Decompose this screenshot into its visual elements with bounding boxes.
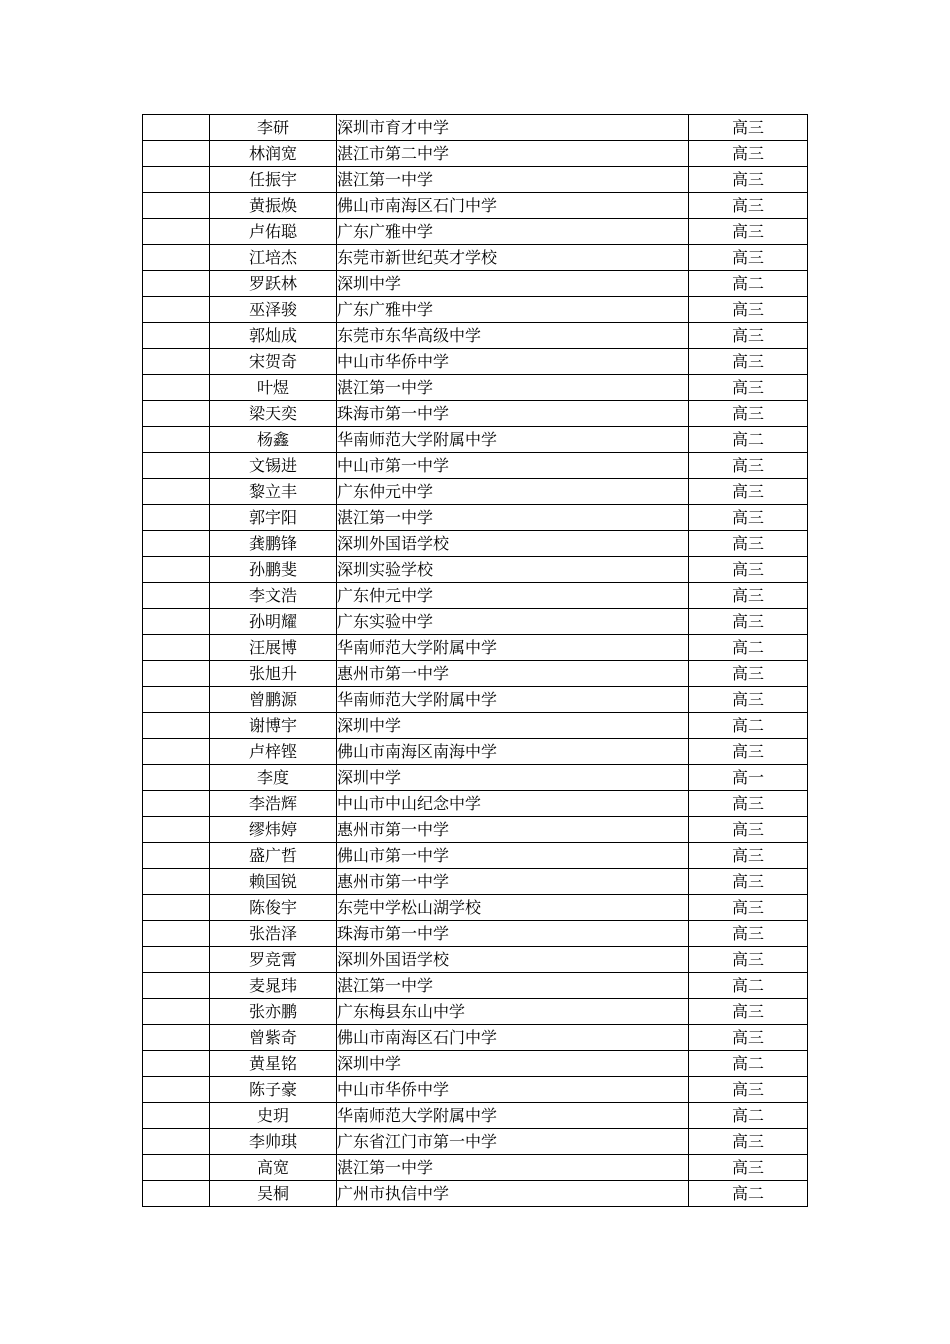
student-name-cell: 郭宇阳 xyxy=(210,505,337,531)
school-name-cell: 惠州市第一中学 xyxy=(337,661,689,687)
school-name-cell: 深圳实验学校 xyxy=(337,557,689,583)
school-name-cell: 广东广雅中学 xyxy=(337,219,689,245)
table-row xyxy=(143,193,808,219)
grade-cell: 高三 xyxy=(689,1077,808,1103)
student-name-cell: 汪展博 xyxy=(210,635,337,661)
table-row xyxy=(143,583,808,609)
school-name-cell: 华南师范大学附属中学 xyxy=(337,687,689,713)
student-name-cell: 张旭升 xyxy=(210,661,337,687)
row-index-cell xyxy=(143,479,210,505)
grade-cell: 高三 xyxy=(689,219,808,245)
school-name-cell: 华南师范大学附属中学 xyxy=(337,427,689,453)
row-index-cell xyxy=(143,219,210,245)
grade-cell: 高三 xyxy=(689,583,808,609)
grade-cell: 高三 xyxy=(689,505,808,531)
grade-cell: 高三 xyxy=(689,1155,808,1181)
row-index-cell xyxy=(143,427,210,453)
student-name-cell: 吴桐 xyxy=(210,1181,337,1207)
school-name-cell: 广东仲元中学 xyxy=(337,479,689,505)
grade-cell: 高三 xyxy=(689,739,808,765)
table-row xyxy=(143,765,808,791)
student-name-cell: 卢梓铿 xyxy=(210,739,337,765)
grade-cell: 高三 xyxy=(689,869,808,895)
student-name-cell: 宋贺奇 xyxy=(210,349,337,375)
row-index-cell xyxy=(143,193,210,219)
table-row xyxy=(143,1129,808,1155)
student-name-cell: 曾紫奇 xyxy=(210,1025,337,1051)
row-index-cell xyxy=(143,271,210,297)
school-name-cell: 中山市华侨中学 xyxy=(337,1077,689,1103)
grade-cell: 高三 xyxy=(689,895,808,921)
grade-cell: 高二 xyxy=(689,1103,808,1129)
school-name-cell: 广东仲元中学 xyxy=(337,583,689,609)
grade-cell: 高三 xyxy=(689,921,808,947)
student-name-cell: 林润宽 xyxy=(210,141,337,167)
grade-cell: 高三 xyxy=(689,791,808,817)
school-name-cell: 湛江第一中学 xyxy=(337,973,689,999)
grade-cell: 高二 xyxy=(689,427,808,453)
row-index-cell xyxy=(143,687,210,713)
school-name-cell: 湛江第一中学 xyxy=(337,505,689,531)
grade-cell: 高三 xyxy=(689,999,808,1025)
table-row xyxy=(143,609,808,635)
row-index-cell xyxy=(143,739,210,765)
school-name-cell: 湛江第一中学 xyxy=(337,375,689,401)
table-row xyxy=(143,1077,808,1103)
row-index-cell xyxy=(143,713,210,739)
grade-cell: 高三 xyxy=(689,401,808,427)
school-name-cell: 珠海市第一中学 xyxy=(337,401,689,427)
grade-cell: 高三 xyxy=(689,115,808,141)
student-name-cell: 李度 xyxy=(210,765,337,791)
school-name-cell: 深圳中学 xyxy=(337,1051,689,1077)
student-name-cell: 黄星铭 xyxy=(210,1051,337,1077)
school-name-cell: 湛江第一中学 xyxy=(337,167,689,193)
school-name-cell: 珠海市第一中学 xyxy=(337,921,689,947)
student-name-cell: 麦晁玮 xyxy=(210,973,337,999)
school-name-cell: 广东广雅中学 xyxy=(337,297,689,323)
table-row xyxy=(143,375,808,401)
grade-cell: 高三 xyxy=(689,1025,808,1051)
table-row xyxy=(143,1025,808,1051)
row-index-cell xyxy=(143,999,210,1025)
student-name-cell: 巫泽骏 xyxy=(210,297,337,323)
row-index-cell xyxy=(143,1051,210,1077)
row-index-cell xyxy=(143,661,210,687)
grade-cell: 高三 xyxy=(689,609,808,635)
school-name-cell: 广东梅县东山中学 xyxy=(337,999,689,1025)
award-roster-table xyxy=(142,114,808,1207)
row-index-cell xyxy=(143,1181,210,1207)
student-name-cell: 罗跃林 xyxy=(210,271,337,297)
table-row xyxy=(143,817,808,843)
student-name-cell: 张浩泽 xyxy=(210,921,337,947)
grade-cell: 高二 xyxy=(689,973,808,999)
row-index-cell xyxy=(143,323,210,349)
roster-body xyxy=(143,115,808,1207)
row-index-cell xyxy=(143,921,210,947)
school-name-cell: 佛山市南海区石门中学 xyxy=(337,193,689,219)
table-row xyxy=(143,427,808,453)
school-name-cell: 湛江市第二中学 xyxy=(337,141,689,167)
row-index-cell xyxy=(143,895,210,921)
row-index-cell xyxy=(143,973,210,999)
school-name-cell: 广东省江门市第一中学 xyxy=(337,1129,689,1155)
table-row xyxy=(143,505,808,531)
school-name-cell: 深圳中学 xyxy=(337,765,689,791)
grade-cell: 高三 xyxy=(689,1129,808,1155)
grade-cell: 高二 xyxy=(689,635,808,661)
grade-cell: 高三 xyxy=(689,141,808,167)
student-name-cell: 史玥 xyxy=(210,1103,337,1129)
school-name-cell: 深圳外国语学校 xyxy=(337,947,689,973)
school-name-cell: 佛山市南海区石门中学 xyxy=(337,1025,689,1051)
student-name-cell: 郭灿成 xyxy=(210,323,337,349)
row-index-cell xyxy=(143,245,210,271)
student-name-cell: 李研 xyxy=(210,115,337,141)
grade-cell: 高三 xyxy=(689,817,808,843)
grade-cell: 高三 xyxy=(689,323,808,349)
student-name-cell: 黄振焕 xyxy=(210,193,337,219)
table-row xyxy=(143,687,808,713)
table-row xyxy=(143,791,808,817)
school-name-cell: 东莞中学松山湖学校 xyxy=(337,895,689,921)
row-index-cell xyxy=(143,843,210,869)
row-index-cell xyxy=(143,869,210,895)
student-name-cell: 张亦鹏 xyxy=(210,999,337,1025)
row-index-cell xyxy=(143,817,210,843)
student-name-cell: 文锡进 xyxy=(210,453,337,479)
grade-cell: 高三 xyxy=(689,531,808,557)
student-name-cell: 罗竞霄 xyxy=(210,947,337,973)
table-row xyxy=(143,323,808,349)
row-index-cell xyxy=(143,1077,210,1103)
student-name-cell: 谢博宇 xyxy=(210,713,337,739)
table-row xyxy=(143,1103,808,1129)
table-row xyxy=(143,713,808,739)
grade-cell: 高一 xyxy=(689,765,808,791)
row-index-cell xyxy=(143,401,210,427)
student-name-cell: 盛广哲 xyxy=(210,843,337,869)
row-index-cell xyxy=(143,609,210,635)
row-index-cell xyxy=(143,791,210,817)
school-name-cell: 华南师范大学附属中学 xyxy=(337,1103,689,1129)
row-index-cell xyxy=(143,947,210,973)
grade-cell: 高二 xyxy=(689,271,808,297)
grade-cell: 高三 xyxy=(689,661,808,687)
school-name-cell: 佛山市南海区南海中学 xyxy=(337,739,689,765)
school-name-cell: 深圳外国语学校 xyxy=(337,531,689,557)
table-row xyxy=(143,661,808,687)
student-name-cell: 曾鹏源 xyxy=(210,687,337,713)
table-row xyxy=(143,999,808,1025)
student-name-cell: 黎立丰 xyxy=(210,479,337,505)
student-name-cell: 任振宇 xyxy=(210,167,337,193)
row-index-cell xyxy=(143,765,210,791)
school-name-cell: 湛江第一中学 xyxy=(337,1155,689,1181)
row-index-cell xyxy=(143,531,210,557)
table-row xyxy=(143,453,808,479)
grade-cell: 高二 xyxy=(689,1181,808,1207)
grade-cell: 高三 xyxy=(689,453,808,479)
table-row xyxy=(143,1051,808,1077)
row-index-cell xyxy=(143,349,210,375)
table-row xyxy=(143,479,808,505)
row-index-cell xyxy=(143,115,210,141)
table-row xyxy=(143,531,808,557)
row-index-cell xyxy=(143,297,210,323)
row-index-cell xyxy=(143,375,210,401)
school-name-cell: 惠州市第一中学 xyxy=(337,817,689,843)
row-index-cell xyxy=(143,557,210,583)
student-name-cell: 缪炜婷 xyxy=(210,817,337,843)
row-index-cell xyxy=(143,167,210,193)
row-index-cell xyxy=(143,1129,210,1155)
table-row xyxy=(143,635,808,661)
row-index-cell xyxy=(143,583,210,609)
row-index-cell xyxy=(143,1025,210,1051)
school-name-cell: 华南师范大学附属中学 xyxy=(337,635,689,661)
school-name-cell: 东莞市东华高级中学 xyxy=(337,323,689,349)
grade-cell: 高二 xyxy=(689,713,808,739)
school-name-cell: 广州市执信中学 xyxy=(337,1181,689,1207)
table-row xyxy=(143,973,808,999)
school-name-cell: 惠州市第一中学 xyxy=(337,869,689,895)
school-name-cell: 东莞市新世纪英才学校 xyxy=(337,245,689,271)
grade-cell: 高三 xyxy=(689,245,808,271)
grade-cell: 高二 xyxy=(689,1051,808,1077)
grade-cell: 高三 xyxy=(689,167,808,193)
student-name-cell: 陈俊宇 xyxy=(210,895,337,921)
grade-cell: 高三 xyxy=(689,843,808,869)
row-index-cell xyxy=(143,1155,210,1181)
student-name-cell: 孙鹏斐 xyxy=(210,557,337,583)
student-name-cell: 赖国锐 xyxy=(210,869,337,895)
student-name-cell: 李帅琪 xyxy=(210,1129,337,1155)
student-name-cell: 李文浩 xyxy=(210,583,337,609)
student-name-cell: 叶煜 xyxy=(210,375,337,401)
school-name-cell: 深圳中学 xyxy=(337,713,689,739)
student-name-cell: 江培杰 xyxy=(210,245,337,271)
table-row xyxy=(143,167,808,193)
student-name-cell: 李浩辉 xyxy=(210,791,337,817)
grade-cell: 高三 xyxy=(689,297,808,323)
student-name-cell: 陈子豪 xyxy=(210,1077,337,1103)
table-row xyxy=(143,115,808,141)
student-name-cell: 杨鑫 xyxy=(210,427,337,453)
school-name-cell: 中山市中山纪念中学 xyxy=(337,791,689,817)
student-name-cell: 龚鹏锋 xyxy=(210,531,337,557)
table-row xyxy=(143,843,808,869)
school-name-cell: 佛山市第一中学 xyxy=(337,843,689,869)
grade-cell: 高三 xyxy=(689,947,808,973)
student-name-cell: 孙明耀 xyxy=(210,609,337,635)
table-row xyxy=(143,869,808,895)
table-row xyxy=(143,271,808,297)
table-row xyxy=(143,739,808,765)
school-name-cell: 深圳市育才中学 xyxy=(337,115,689,141)
table-row xyxy=(143,141,808,167)
table-row xyxy=(143,895,808,921)
grade-cell: 高三 xyxy=(689,479,808,505)
table-row xyxy=(143,349,808,375)
grade-cell: 高三 xyxy=(689,349,808,375)
grade-cell: 高三 xyxy=(689,193,808,219)
school-name-cell: 中山市第一中学 xyxy=(337,453,689,479)
student-name-cell: 卢佑聪 xyxy=(210,219,337,245)
school-name-cell: 中山市华侨中学 xyxy=(337,349,689,375)
school-name-cell: 深圳中学 xyxy=(337,271,689,297)
student-name-cell: 梁天奕 xyxy=(210,401,337,427)
table-row xyxy=(143,245,808,271)
table-row xyxy=(143,947,808,973)
table-row xyxy=(143,1155,808,1181)
grade-cell: 高三 xyxy=(689,687,808,713)
school-name-cell: 广东实验中学 xyxy=(337,609,689,635)
table-row xyxy=(143,921,808,947)
table-row xyxy=(143,297,808,323)
table-row xyxy=(143,1181,808,1207)
grade-cell: 高三 xyxy=(689,557,808,583)
table-row xyxy=(143,557,808,583)
row-index-cell xyxy=(143,453,210,479)
row-index-cell xyxy=(143,635,210,661)
student-name-cell: 高宽 xyxy=(210,1155,337,1181)
table-row xyxy=(143,219,808,245)
row-index-cell xyxy=(143,1103,210,1129)
row-index-cell xyxy=(143,141,210,167)
grade-cell: 高三 xyxy=(689,375,808,401)
table-row xyxy=(143,401,808,427)
row-index-cell xyxy=(143,505,210,531)
